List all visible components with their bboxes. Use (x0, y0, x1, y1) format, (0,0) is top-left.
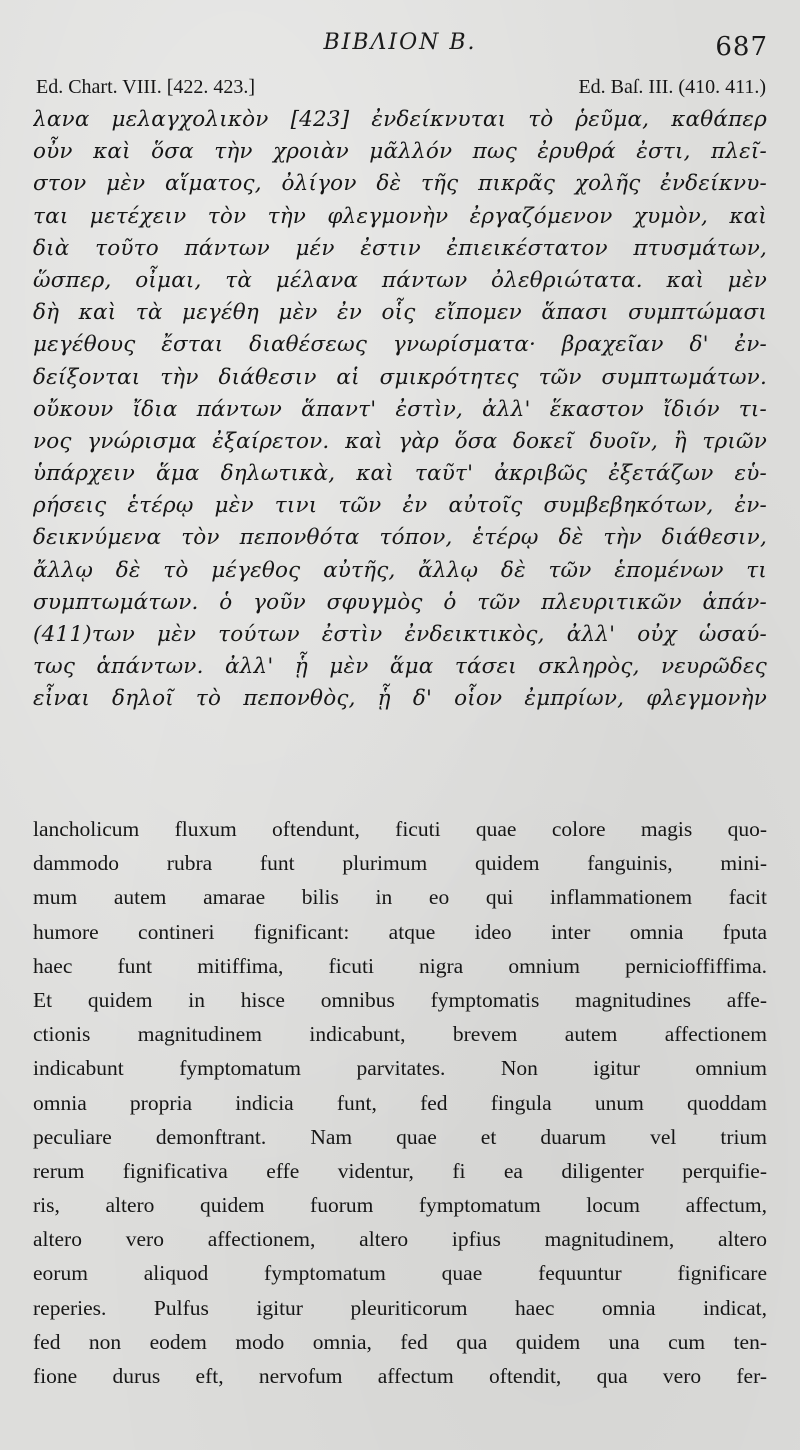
greek-line: εἶναι δηλοῖ τὸ πεπονθὸς, ᾗ δ' οἷον ἐμπρίων, φλεγμονὴν (33, 686, 767, 712)
greek-line: στον μὲν αἵματος, ὀλίγον δὲ τῆς πικρᾶς χολῆς ἐνδείκνυ- (33, 171, 767, 197)
latin-line: altero vero affectionem, altero ipfius magnitudinem, altero (33, 1227, 767, 1252)
latin-line: eorum aliquod fymptomatum quae fequuntur fignificare (33, 1261, 767, 1286)
latin-line: mum autem amarae bilis in eo qui inflammationem facit (33, 885, 767, 910)
latin-line: haec funt mitiffima, ficuti nigra omnium pernicioffiffima. (33, 953, 767, 978)
greek-line: λανα μελαγχολικὸν [423] ἐνδείκνυται τὸ ῥεῦμα, καθάπερ (33, 107, 767, 132)
latin-line: reperies. Pulfus igitur pleuriticorum haec omnia indicat, (33, 1295, 767, 1320)
latin-text-block (33, 812, 767, 1393)
latin-line: peculiare demonftrant. Nam quae et duarum vel trium (33, 1124, 767, 1149)
running-head (0, 30, 800, 60)
greek-line: ὥσπερ, οἶμαι, τὰ μέλανα πάντων ὀλεθριώτατα. καὶ μὲν (33, 267, 767, 293)
greek-text-block (33, 104, 767, 716)
greek-line: νος γνώρισμα ἐξαίρετον. καὶ γὰρ ὅσα δοκεῖ δυοῖν, ἢ τριῶν (33, 428, 767, 454)
page-number: 687 (715, 32, 768, 62)
greek-line: ὑπάρχειν ἅμα δηλωτικὰ, καὶ ταῦτ' ἀκριβῶς ἐξετάζων εὑ- (33, 461, 767, 487)
latin-line: fed non eodem modo omnia, fed qua quidem una cum ten- (33, 1329, 767, 1354)
greek-line: συμπτωμάτων. ὁ γοῦν σφυγμὸς ὁ τῶν πλευριτικῶν ἁπάν- (33, 589, 767, 615)
greek-line: οὔκουν ἴδια πάντων ἅπαντ' ἐστὶν, ἀλλ' ἕκαστον ἴδιόν τι- (33, 396, 767, 422)
greek-line: ται μετέχειν τὸν τὴν φλεγμονὴν ἐργαζόμενον χυμὸν, καὶ (33, 203, 767, 229)
greek-line: ἄλλῳ δὲ τὸ μέγεθος αὐτῆς, ἄλλῳ δὲ τῶν ἑπομένων τι (33, 557, 767, 583)
greek-line: ρήσεις ἑτέρῳ μὲν τινι τῶν ἐν αὐτοῖς συμβεβηκότων, ἐν- (33, 493, 767, 519)
greek-line: δείξονται τὴν διάθεσιν αἱ σμικρότητες τῶν συμπτωμάτων. (33, 364, 767, 390)
edition-reference-line (36, 76, 766, 102)
latin-line: omnia propria indicia funt, fed fingula unum quoddam (33, 1090, 767, 1115)
greek-line: δεικνύμενα τὸν πεπονθότα τόπον, ἑτέρῳ δὲ τὴν διάθεσιν, (33, 525, 767, 551)
greek-line: δὴ καὶ τὰ μεγέθη μὲν ἐν οἷς εἴπομεν ἅπασι συμπτώμασι (33, 300, 767, 326)
greek-line: τως ἁπάντων. ἀλλ' ᾗ μὲν ἅμα τάσει σκληρὸς, νευρῶδες (33, 654, 767, 680)
greek-line: (411)των μὲν τούτων ἐστὶν ἐνδεικτικὸς, ἀλλ' οὐχ ὡσαύ- (33, 622, 767, 647)
latin-line: indicabunt fymptomatum parvitates. Non igitur omnium (33, 1056, 767, 1081)
latin-line: humore contineri fignificant: atque ideo inter omnia fputa (33, 919, 767, 944)
latin-line: ctionis magnitudinem indicabunt, brevem autem affectionem (33, 1022, 767, 1047)
latin-line: rerum fignificativa effe videntur, fi ea diligenter perquifie- (33, 1158, 767, 1183)
latin-line: dammodo rubra funt plurimum quidem fanguinis, mini- (33, 851, 767, 876)
greek-line: οὖν καὶ ὅσα τὴν χροιὰν μᾶλλόν πως ἐρυθρά ἐστι, πλεῖ- (33, 139, 767, 165)
latin-line: Et quidem in hisce omnibus fymptomatis magnitudines affe- (33, 987, 767, 1012)
greek-line: διὰ τοῦτο πάντων μέν ἐστιν ἐπιεικέστατον πτυσμάτων, (33, 235, 767, 261)
latin-line: ris, altero quidem fuorum fymptomatum locum affectum, (33, 1193, 767, 1218)
greek-line: μεγέθους ἔσται διαθέσεως γνωρίσματα· βραχεῖαν δ' ἐν- (33, 332, 767, 358)
latin-line: fione durus eft, nervofum affectum oftendit, qua vero fer- (33, 1364, 767, 1388)
latin-line: lancholicum fluxum oftendunt, ficuti quae colore magis quo- (33, 817, 767, 841)
edition-chartier-reference: Ed. Chart. VIII. [422. 423.] (36, 76, 256, 98)
edition-basel-reference: Ed. Baſ. III. (410. 411.) (578, 76, 766, 98)
running-title: ΒΙΒΛΙΟΝ Β. (323, 30, 477, 55)
